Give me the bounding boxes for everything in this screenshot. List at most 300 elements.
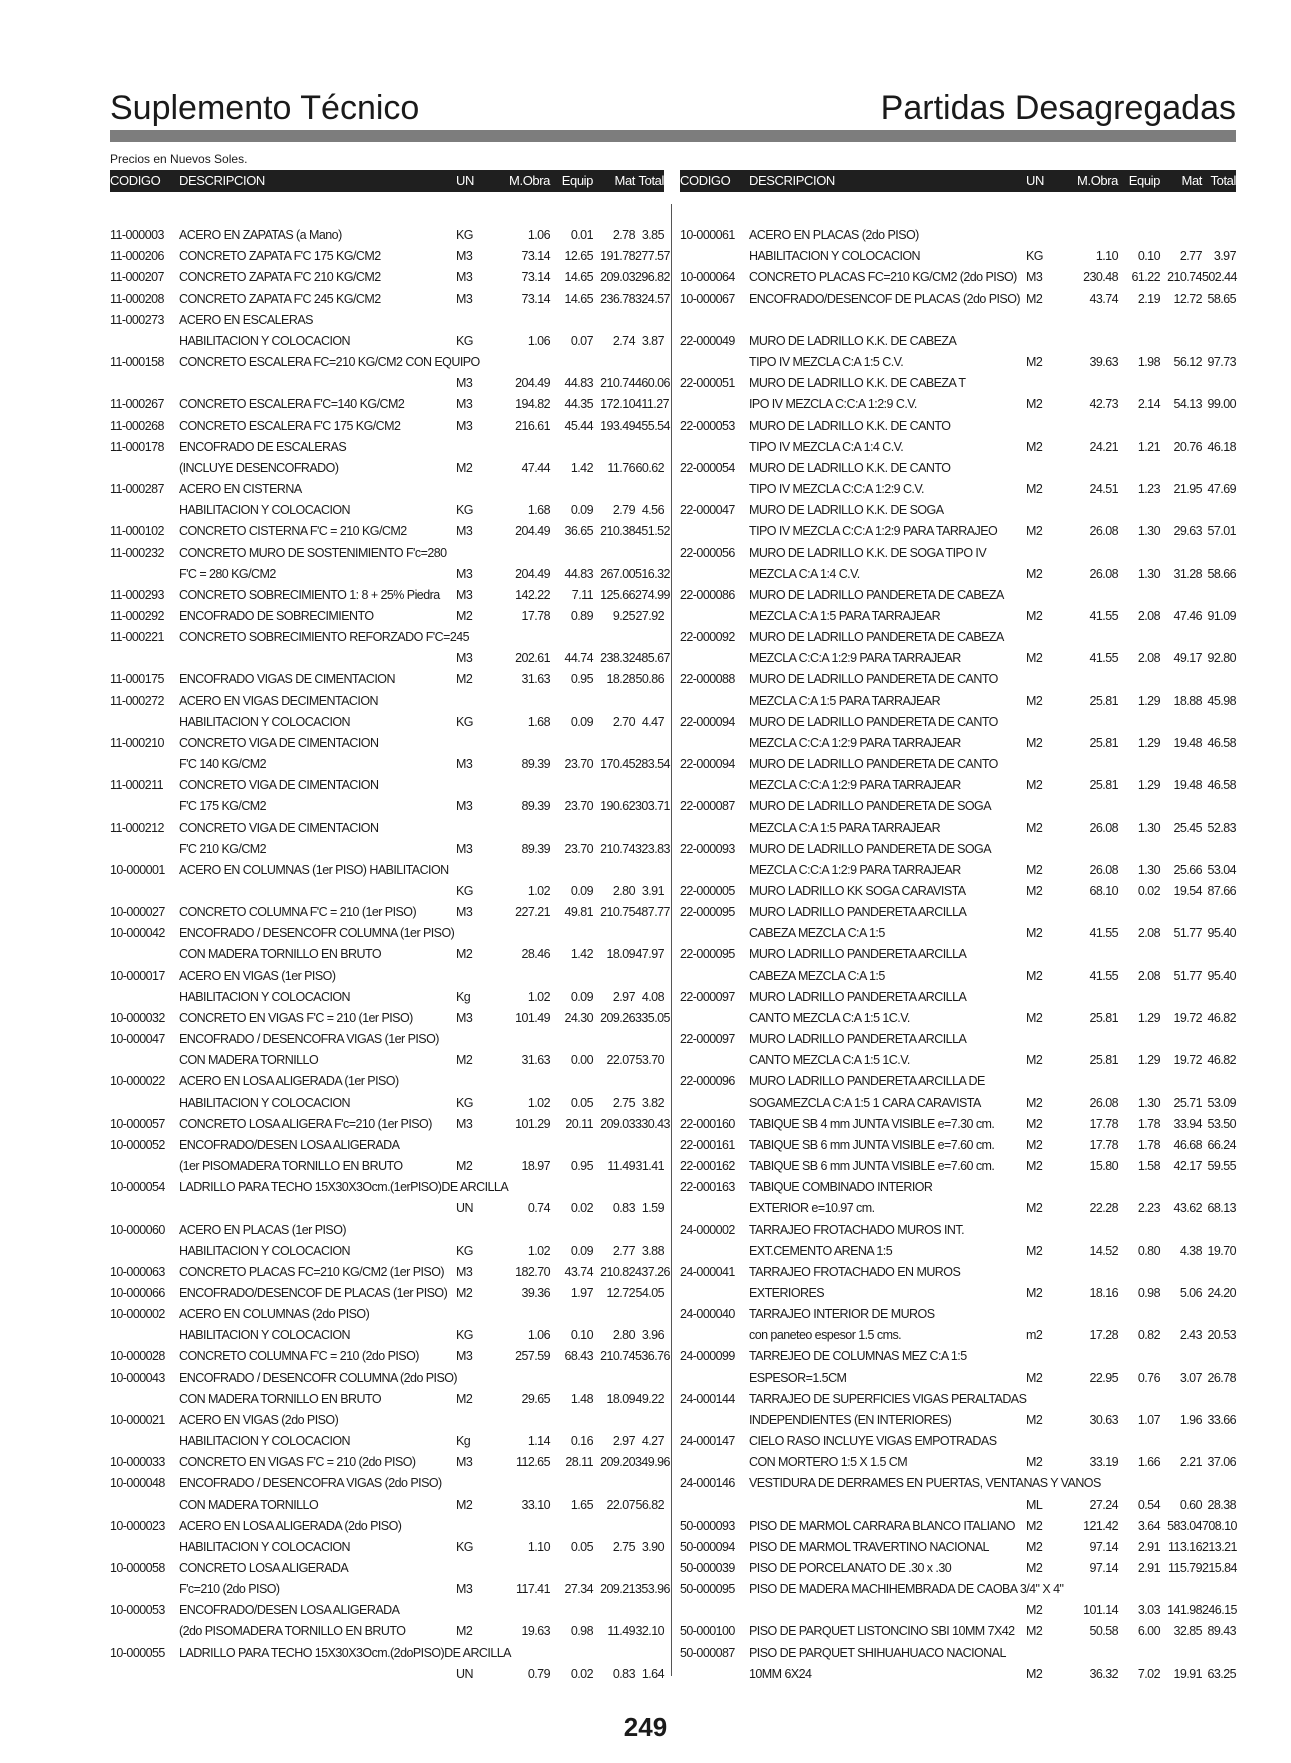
- total-cost: 349.96: [635, 1455, 670, 1470]
- table-row: [680, 944, 1236, 965]
- material-cost: 115.79: [1167, 1561, 1202, 1575]
- material-cost: 1.96: [1179, 1412, 1202, 1427]
- header-unit: UN: [456, 173, 474, 188]
- equipment-cost: 1.29: [1137, 1010, 1160, 1025]
- item-code: 10-000032: [110, 1010, 165, 1025]
- item-description: ENCOFRADO / DESENCOFR COLUMNA (2do PISO): [179, 1370, 458, 1385]
- item-unit: M2: [1026, 291, 1043, 306]
- material-cost: 141.98: [1167, 1603, 1202, 1618]
- equipment-cost: 2.91: [1137, 1539, 1160, 1554]
- table-row: [680, 1389, 1236, 1410]
- item-code: 22-000162: [680, 1159, 735, 1174]
- table-row: [680, 754, 1236, 775]
- item-unit: M2: [1026, 968, 1043, 983]
- labor-cost: 25.81: [1089, 778, 1118, 793]
- item-unit: M3: [456, 1349, 473, 1364]
- item-unit: M2: [456, 1497, 473, 1512]
- item-description: con paneteo espesor 1.5 cms.: [749, 1328, 902, 1343]
- labor-cost: 41.55: [1089, 968, 1118, 983]
- item-code: 10-000054: [110, 1180, 165, 1195]
- total-cost: 95.40: [1207, 926, 1236, 941]
- item-description: MEZCLA C:C:A 1:2:9 PARA TARRAJEAR: [749, 651, 961, 666]
- total-cost: 502.44: [1202, 270, 1237, 285]
- item-description: HABILITACION Y COLOCACION: [179, 714, 351, 729]
- labor-cost: 101.29: [515, 1116, 550, 1131]
- total-cost: 27.92: [635, 608, 664, 623]
- item-unit: M3: [456, 1582, 473, 1597]
- table-row: [110, 521, 670, 542]
- item-description: MURO LADRILLO PANDERETA ARCILLA: [749, 905, 967, 920]
- item-code: 22-000094: [680, 714, 735, 729]
- item-description: MEZCLA C:C:A 1:2:9 PARA TARRAJEAR: [749, 735, 961, 750]
- table-row: [680, 225, 1236, 246]
- equipment-cost: 1.42: [570, 460, 593, 475]
- equipment-cost: 7.11: [571, 587, 593, 602]
- material-cost: 0.83: [612, 1666, 635, 1681]
- item-unit: M2: [1026, 1455, 1043, 1470]
- table-row: [680, 1643, 1236, 1664]
- item-unit: M3: [456, 566, 473, 581]
- material-cost: 2.97: [612, 989, 635, 1004]
- item-unit: M2: [1026, 1285, 1043, 1300]
- labor-cost: 36.32: [1089, 1666, 1118, 1681]
- item-unit: UN: [456, 1666, 473, 1681]
- item-description: ENCOFRADO DE SOBRECIMIENTO: [179, 608, 374, 623]
- item-unit: M2: [1026, 651, 1043, 666]
- item-description: HABILITACION Y COLOCACION: [179, 1434, 351, 1449]
- total-cost: 97.73: [1207, 355, 1236, 370]
- item-description: TABIQUE SB 6 mm JUNTA VISIBLE e=7.60 cm.: [749, 1137, 995, 1152]
- material-cost: 236.78: [600, 291, 635, 306]
- table-row: [680, 1220, 1236, 1241]
- item-unit: M3: [456, 376, 473, 391]
- item-code: 50-000100: [680, 1624, 735, 1639]
- item-code: 22-000094: [680, 757, 735, 772]
- table-row: [110, 458, 664, 479]
- item-description: (INCLUYE DESENCOFRADO): [179, 460, 339, 475]
- material-cost: 46.68: [1173, 1137, 1202, 1152]
- total-cost: 24.20: [1207, 1285, 1236, 1300]
- labor-cost: 26.08: [1089, 1095, 1118, 1110]
- item-code: 22-000005: [680, 884, 735, 898]
- table-row: [680, 1029, 1236, 1050]
- item-description: ACERO EN VIGAS (1er PISO): [179, 968, 336, 983]
- labor-cost: 47.44: [521, 460, 550, 475]
- column-divider: [671, 204, 672, 1676]
- total-cost: 4.56: [641, 503, 664, 518]
- equipment-cost: 1.29: [1137, 1053, 1160, 1068]
- total-cost: 4.08: [641, 989, 664, 1004]
- table-row: [110, 1262, 670, 1283]
- item-unit: KG: [456, 884, 473, 898]
- material-cost: 210.74: [1167, 270, 1202, 285]
- labor-cost: 204.49: [515, 566, 550, 581]
- material-cost: 209.03: [600, 270, 635, 285]
- item-unit: M2: [456, 1053, 473, 1068]
- item-description: MURO LADRILLO PANDERETA ARCILLA: [749, 989, 967, 1004]
- table-row: [110, 818, 664, 839]
- table-row: [110, 1473, 664, 1494]
- item-code: 24-000146: [680, 1476, 735, 1491]
- material-cost: 18.09: [606, 1391, 635, 1406]
- item-code: 10-000061: [680, 228, 735, 243]
- table-row: [680, 479, 1236, 500]
- item-description: PISO DE PORCELANATO DE .30 x .30: [749, 1561, 952, 1575]
- total-cost: 324.57: [635, 291, 670, 306]
- equipment-cost: 20.11: [565, 1116, 593, 1131]
- total-cost: 283.54: [635, 757, 670, 772]
- item-description: ACERO EN COLUMNAS (1er PISO) HABILITACION: [179, 862, 449, 877]
- table-row: [680, 1304, 1236, 1325]
- material-cost: 19.48: [1173, 735, 1202, 750]
- item-description: CON MADERA TORNILLO EN BRUTO: [179, 1391, 382, 1406]
- item-code: 11-000232: [110, 545, 164, 560]
- item-unit: M3: [456, 270, 473, 285]
- total-cost: 92.80: [1207, 651, 1236, 666]
- item-unit: M3: [1026, 270, 1043, 285]
- table-row: [110, 416, 670, 437]
- item-description: CONCRETO ESCALERA FC=210 KG/CM2 CON EQUIPO: [179, 355, 480, 370]
- labor-cost: 39.63: [1089, 355, 1118, 370]
- item-description: TARRAJEO FROTACHADO MUROS INT.: [749, 1222, 964, 1237]
- table-row: [680, 606, 1236, 627]
- table-row: [110, 1304, 664, 1325]
- table-row: [680, 1093, 1236, 1114]
- table-row: [680, 521, 1236, 542]
- equipment-cost: 0.82: [1137, 1328, 1160, 1343]
- equipment-cost: 27.34: [564, 1582, 593, 1597]
- item-unit: M2: [1026, 1561, 1043, 1575]
- table-row: [680, 775, 1236, 796]
- table-row: [680, 1537, 1236, 1558]
- total-cost: 3.96: [641, 1328, 664, 1343]
- table-row: [680, 585, 1236, 606]
- material-cost: 2.21: [1179, 1455, 1202, 1470]
- material-cost: 5.06: [1179, 1285, 1202, 1300]
- item-code: 10-000052: [110, 1137, 165, 1152]
- labor-cost: 17.78: [521, 608, 550, 623]
- table-header: [110, 170, 664, 192]
- item-unit: M2: [1026, 1539, 1043, 1554]
- table-row: [680, 1473, 1236, 1494]
- item-description: TIPO IV MEZCLA C:A 1:5 C.V.: [749, 355, 904, 370]
- equipment-cost: 23.70: [564, 841, 593, 856]
- item-description: TARRAJEO DE SUPERFICIES VIGAS PERALTADAS: [749, 1391, 1027, 1406]
- item-code: 24-000041: [680, 1264, 735, 1279]
- total-cost: 4.47: [641, 714, 664, 729]
- item-unit: M2: [1026, 439, 1043, 454]
- equipment-cost: 0.05: [570, 1539, 593, 1554]
- item-unit: KG: [1026, 249, 1043, 264]
- item-description: MURO DE LADRILLO PANDERETA DE CANTO: [749, 714, 998, 729]
- table-row: [680, 204, 1236, 225]
- table-row: [680, 860, 1236, 881]
- table-row: [110, 1410, 664, 1431]
- material-cost: 209.26: [600, 1010, 635, 1025]
- table-row: [680, 246, 1236, 267]
- equipment-cost: 1.30: [1137, 820, 1160, 835]
- item-code: 22-000049: [680, 333, 735, 348]
- table-row: [110, 796, 670, 817]
- equipment-cost: 0.98: [570, 1624, 593, 1639]
- item-unit: M2: [1026, 735, 1043, 750]
- table-row: [680, 1410, 1236, 1431]
- labor-cost: 24.51: [1089, 482, 1118, 497]
- item-description: PISO DE MADERA MACHIHEMBRADA DE CAOBA 3/4" X 4": [749, 1582, 1064, 1597]
- table-row: [680, 1516, 1236, 1537]
- item-unit: M2: [1026, 1518, 1043, 1533]
- item-description: CONCRETO ESCALERA F'C=140 KG/CM2: [179, 397, 405, 412]
- table-row: [680, 1368, 1236, 1389]
- item-code: 11-000102: [110, 524, 164, 539]
- item-description: MURO DE LADRILLO PANDERETA DE SOGA: [749, 841, 992, 856]
- item-code: 10-000023: [110, 1518, 165, 1533]
- equipment-cost: 0.10: [570, 1328, 593, 1343]
- item-unit: M2: [1026, 566, 1043, 581]
- total-cost: 46.58: [1207, 778, 1236, 793]
- total-cost: 31.41: [635, 1159, 664, 1174]
- item-description: ENCOFRADO / DESENCOFRA VIGAS (1er PISO): [179, 1032, 439, 1047]
- item-code: 10-000055: [110, 1645, 165, 1660]
- labor-cost: 17.78: [1089, 1137, 1118, 1152]
- material-cost: 51.77: [1173, 968, 1202, 983]
- table-row: [110, 944, 664, 965]
- equipment-cost: 0.80: [1137, 1243, 1160, 1258]
- total-cost: 58.66: [1207, 566, 1236, 581]
- item-description: CONCRETO MURO DE SOSTENIMIENTO F'c=280: [179, 545, 447, 560]
- labor-cost: 22.95: [1089, 1370, 1118, 1385]
- table-row: [110, 1325, 664, 1346]
- item-unit: M2: [1026, 1137, 1043, 1152]
- labor-cost: 25.81: [1089, 693, 1118, 708]
- total-cost: 303.71: [635, 799, 670, 814]
- item-code: 11-000212: [110, 820, 164, 835]
- total-cost: 3.85: [641, 228, 664, 243]
- total-cost: 485.67: [635, 651, 670, 666]
- material-cost: 2.78: [612, 228, 635, 243]
- item-unit: m2: [1026, 1328, 1043, 1343]
- material-cost: 19.48: [1173, 778, 1202, 793]
- equipment-cost: 2.08: [1137, 968, 1160, 983]
- table-row: [680, 1558, 1236, 1579]
- table-row: [110, 966, 664, 987]
- total-cost: 296.82: [635, 270, 670, 285]
- table-row: [680, 543, 1236, 564]
- table-row: [110, 225, 664, 246]
- item-description: PISO DE PARQUET SHIHUAHUACO NACIONAL: [749, 1645, 1006, 1660]
- table-row: [110, 1156, 664, 1177]
- table-row: [110, 1516, 664, 1537]
- item-description: CONCRETO COLUMNA F'C = 210 (2do PISO): [179, 1349, 419, 1364]
- item-unit: M2: [456, 460, 473, 475]
- item-code: 11-000293: [110, 587, 164, 602]
- item-unit: M3: [456, 905, 473, 920]
- labor-cost: 1.02: [527, 1243, 550, 1258]
- material-cost: 43.62: [1173, 1201, 1202, 1216]
- material-cost: 2.75: [612, 1095, 635, 1110]
- item-description: LADRILLO PARA TECHO 15X30X3Ocm.(2doPISO)DE ARCILLA: [179, 1645, 511, 1660]
- item-code: 22-000086: [680, 587, 735, 602]
- item-description: VESTIDURA DE DERRAMES EN PUERTAS, VENTANAS Y VANOS: [749, 1476, 1101, 1491]
- item-code: 11-000003: [110, 228, 164, 243]
- material-cost: 4.38: [1179, 1243, 1202, 1258]
- equipment-cost: 14.65: [564, 270, 593, 285]
- header-equipment: Equip: [561, 173, 593, 188]
- item-code: 24-000144: [680, 1391, 735, 1406]
- labor-cost: 1.06: [527, 1328, 550, 1343]
- total-cost: 53.04: [1207, 862, 1236, 877]
- material-cost: 22.07: [606, 1497, 635, 1512]
- total-cost: 49.22: [635, 1391, 664, 1406]
- equipment-cost: 0.95: [570, 1159, 593, 1174]
- material-cost: 2.74: [612, 333, 635, 348]
- item-description: HABILITACION Y COLOCACION: [179, 1539, 351, 1554]
- item-code: 22-000097: [680, 1032, 735, 1047]
- table-row: [110, 1664, 664, 1685]
- item-code: 22-000092: [680, 630, 735, 645]
- item-description: CONCRETO LOSA ALIGERA F'c=210 (1er PISO): [179, 1116, 432, 1131]
- item-unit: M2: [1026, 1010, 1043, 1025]
- table-row: [110, 1135, 664, 1156]
- labor-cost: 15.80: [1089, 1159, 1118, 1174]
- table-row: [680, 1452, 1236, 1473]
- item-description: (2do PISOMADERA TORNILLO EN BRUTO: [179, 1624, 406, 1639]
- material-cost: 29.63: [1173, 524, 1202, 539]
- equipment-cost: 0.09: [570, 884, 593, 898]
- item-description: MEZCLA C:C:A 1:2:9 PARA TARRAJEAR: [749, 778, 961, 793]
- table-row: [680, 691, 1236, 712]
- table-row: [110, 204, 664, 225]
- item-description: HABILITACION Y COLOCACION: [179, 503, 351, 518]
- equipment-cost: 0.89: [570, 608, 593, 623]
- table-row: [680, 1495, 1236, 1516]
- labor-cost: 216.61: [515, 418, 550, 433]
- labor-cost: 182.70: [515, 1264, 550, 1279]
- item-unit: KG: [456, 1328, 473, 1343]
- item-description: 10MM 6X24: [749, 1666, 812, 1681]
- item-description: CONCRETO ZAPATA F'C 245 KG/CM2: [179, 291, 381, 306]
- item-unit: M2: [456, 1391, 473, 1406]
- equipment-cost: 1.29: [1137, 735, 1160, 750]
- item-code: 22-000053: [680, 418, 735, 433]
- table-row: [110, 1198, 664, 1219]
- table-row: [680, 1135, 1236, 1156]
- item-description: INDEPENDIENTES (EN INTERIORES): [749, 1412, 952, 1427]
- labor-cost: 1.68: [527, 714, 550, 729]
- item-unit: M2: [1026, 1201, 1043, 1216]
- item-code: 11-000207: [110, 270, 164, 285]
- material-cost: 209.21: [600, 1582, 635, 1597]
- total-cost: 53.50: [1207, 1116, 1236, 1131]
- labor-cost: 1.68: [527, 503, 550, 518]
- table-row: [680, 902, 1236, 923]
- total-cost: 63.25: [1207, 1666, 1236, 1681]
- labor-cost: 41.55: [1089, 651, 1118, 666]
- item-code: 50-000093: [680, 1518, 735, 1533]
- total-cost: 59.55: [1207, 1159, 1236, 1174]
- table-row: [110, 1346, 670, 1367]
- table-row: [680, 352, 1236, 373]
- material-cost: 2.77: [612, 1243, 635, 1258]
- total-cost: 91.09: [1207, 608, 1236, 623]
- total-cost: 53.70: [635, 1053, 664, 1068]
- total-cost: 53.09: [1207, 1095, 1236, 1110]
- item-code: 10-000064: [680, 270, 735, 285]
- item-code: 11-000273: [110, 312, 164, 327]
- item-code: 11-000210: [110, 735, 164, 750]
- total-cost: 66.24: [1207, 1137, 1236, 1152]
- item-code: 22-000093: [680, 841, 735, 856]
- table-row: [680, 1114, 1236, 1135]
- equipment-cost: 0.09: [570, 503, 593, 518]
- item-description: CONCRETO ZAPATA F'C 175 KG/CM2: [179, 249, 381, 264]
- item-code: 11-000268: [110, 418, 164, 433]
- table-row: [110, 691, 664, 712]
- total-cost: 37.06: [1207, 1455, 1236, 1470]
- item-description: F'C 175 KG/CM2: [179, 799, 267, 814]
- equipment-cost: 0.02: [1137, 884, 1160, 898]
- item-description: TABIQUE SB 4 mm JUNTA VISIBLE e=7.30 cm.: [749, 1116, 995, 1131]
- item-code: 11-000292: [110, 608, 164, 623]
- item-description: CONCRETO LOSA ALIGERADA: [179, 1561, 349, 1575]
- header-code: CODIGO: [110, 173, 161, 188]
- total-cost: 19.70: [1207, 1243, 1236, 1258]
- labor-cost: 28.46: [521, 947, 550, 962]
- item-description: ENCOFRADO/DESEN LOSA ALIGERADA: [179, 1603, 400, 1618]
- equipment-cost: 14.65: [564, 291, 593, 306]
- item-description: MEZCLA C:A 1:5 PARA TARRAJEAR: [749, 693, 941, 708]
- material-cost: 0.83: [612, 1201, 635, 1216]
- labor-cost: 89.39: [521, 799, 550, 814]
- item-unit: M3: [456, 397, 473, 412]
- equipment-cost: 2.91: [1137, 1561, 1160, 1575]
- total-cost: 3.88: [641, 1243, 664, 1258]
- equipment-cost: 1.29: [1137, 778, 1160, 793]
- labor-cost: 30.63: [1089, 1412, 1118, 1427]
- item-description: HABILITACION Y COLOCACION: [749, 249, 921, 264]
- labor-cost: 33.10: [521, 1497, 550, 1512]
- right-price-table: [680, 170, 1236, 1685]
- item-code: 10-000057: [110, 1116, 165, 1131]
- table-row: [680, 1071, 1236, 1092]
- item-description: MURO DE LADRILLO PANDERETA DE SOGA: [749, 799, 992, 814]
- total-cost: 3.87: [641, 333, 664, 348]
- item-unit: KG: [456, 714, 473, 729]
- total-cost: 3.82: [641, 1095, 664, 1110]
- currency-note: Precios en Nuevos Soles.: [110, 152, 248, 166]
- labor-cost: 1.02: [527, 884, 550, 898]
- table-row: [110, 606, 664, 627]
- table-row: [110, 1008, 670, 1029]
- table-row: [680, 1156, 1236, 1177]
- labor-cost: 73.14: [521, 249, 550, 264]
- labor-cost: 117.41: [515, 1582, 550, 1597]
- item-description: CONCRETO VIGA DE CIMENTACION: [179, 735, 379, 750]
- item-unit: KG: [456, 1095, 473, 1110]
- material-cost: 209.03: [600, 1116, 635, 1131]
- table-row: [110, 1029, 664, 1050]
- item-description: CONCRETO EN VIGAS F'C = 210 (2do PISO): [179, 1455, 416, 1470]
- item-unit: M2: [456, 1624, 473, 1639]
- item-code: 10-000053: [110, 1603, 165, 1618]
- equipment-cost: 1.07: [1137, 1412, 1160, 1427]
- labor-cost: 1.02: [527, 989, 550, 1004]
- material-cost: 19.91: [1173, 1666, 1202, 1681]
- table-row: [680, 1177, 1236, 1198]
- page-header: [110, 88, 1236, 128]
- item-code: 22-000160: [680, 1116, 735, 1131]
- table-row: [680, 1325, 1236, 1346]
